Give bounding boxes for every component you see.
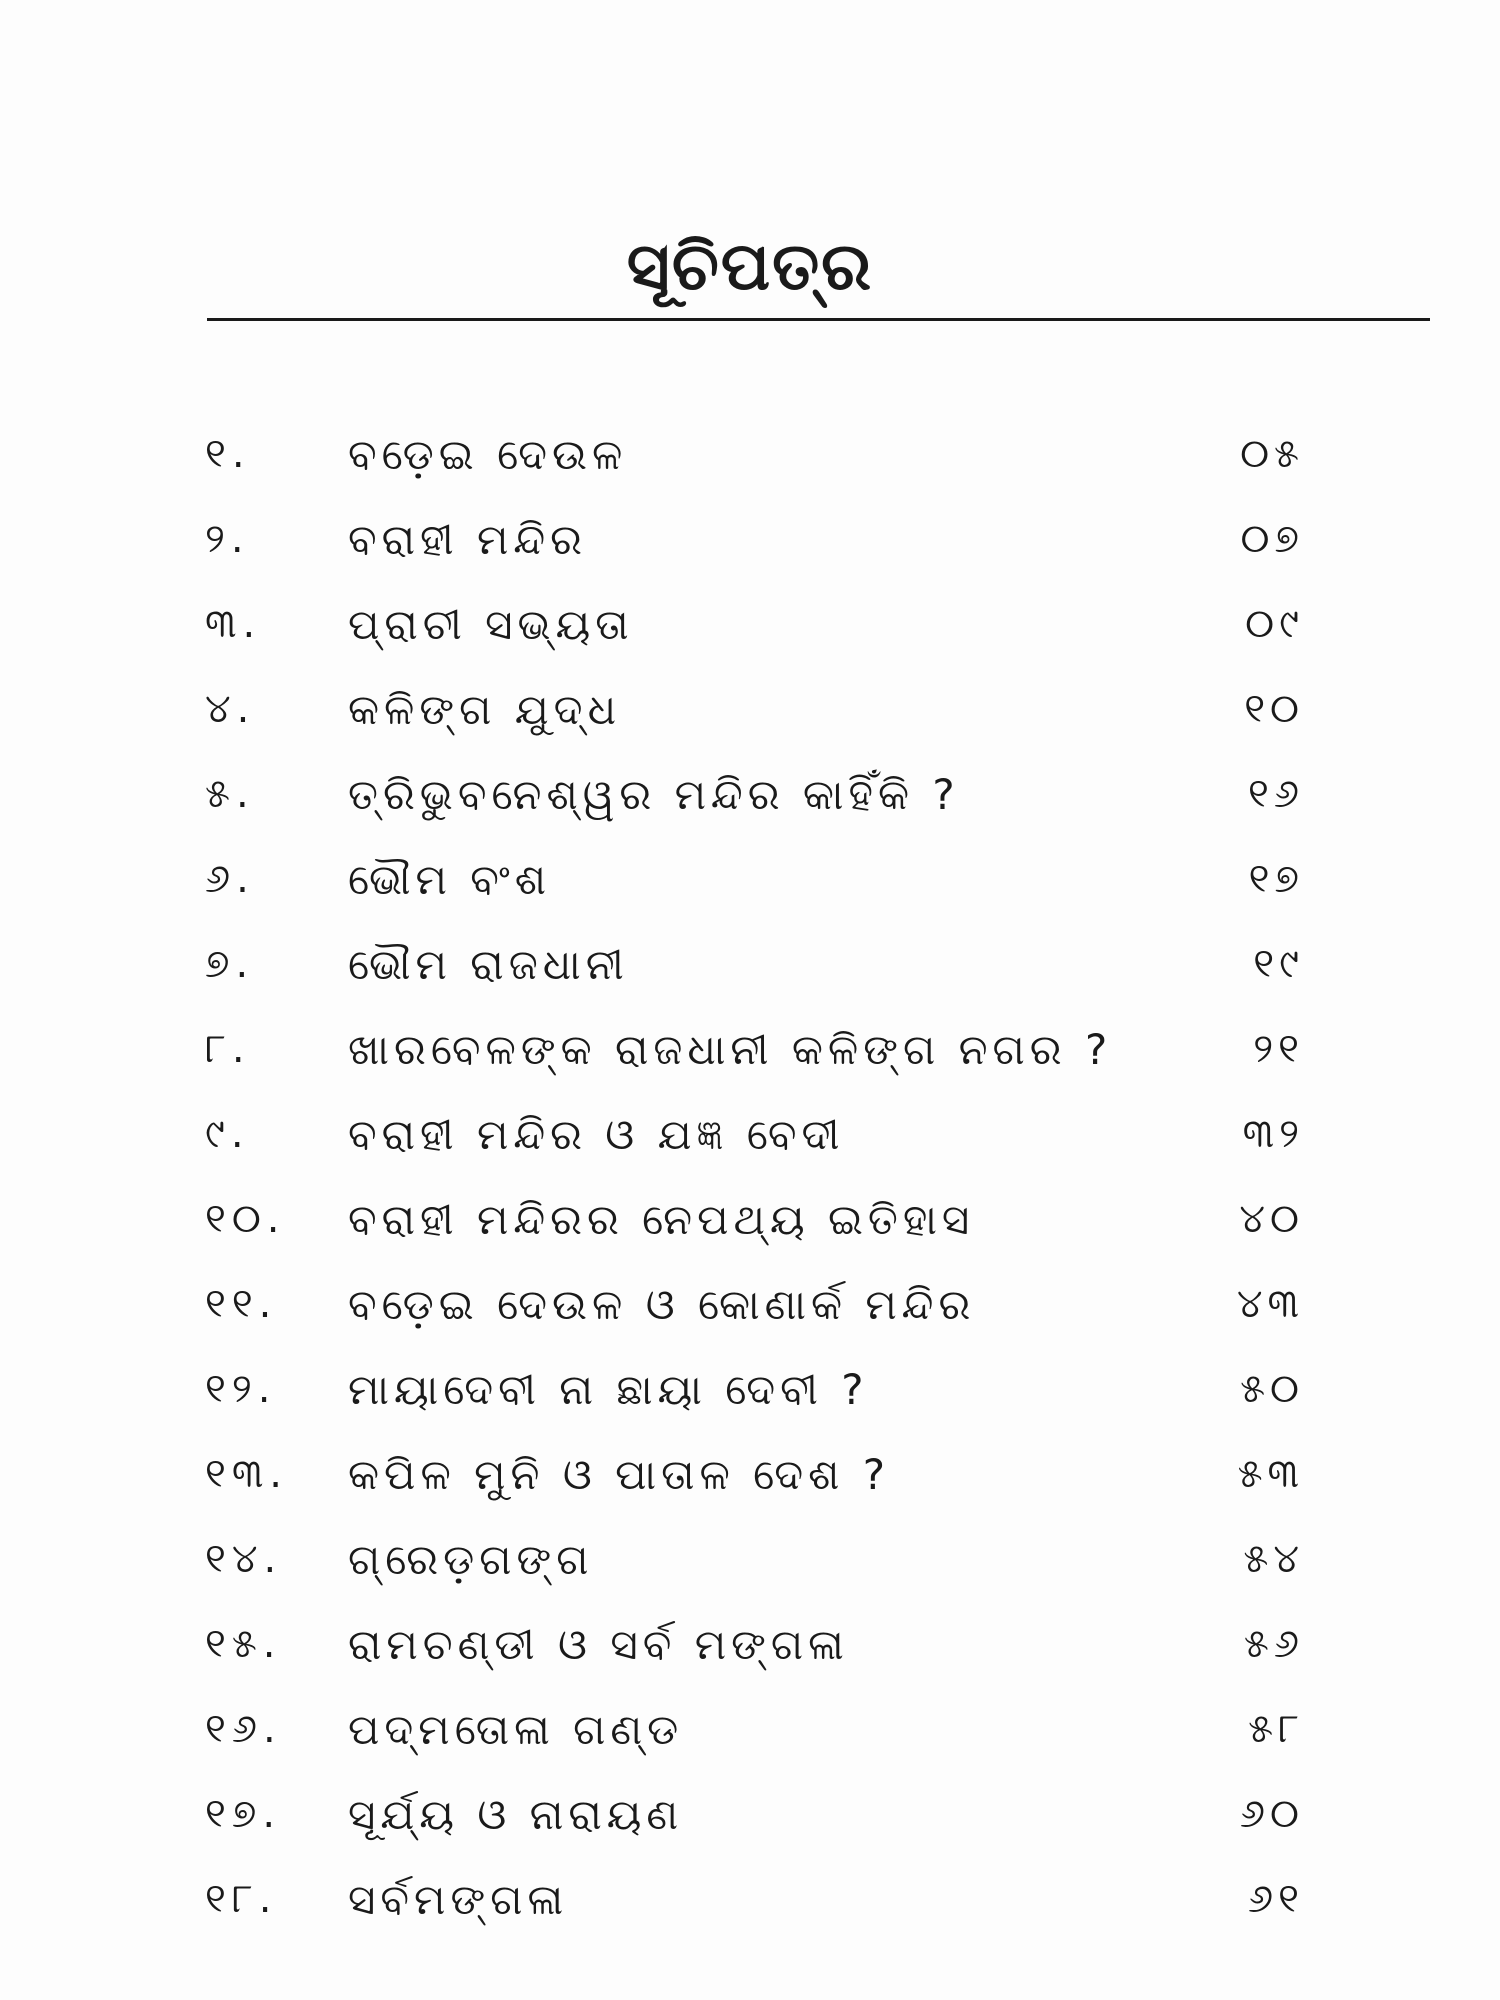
toc-entry-title: ବଡ଼େଇ ଦେଉଳ — [348, 430, 628, 479]
toc-entry-page: ୦୭ — [1240, 516, 1304, 562]
toc-entry-page: ୫୪ — [1243, 1536, 1304, 1582]
toc-entry-title: ପ୍ରାଚୀ ସଭ୍ୟତା — [348, 600, 634, 649]
toc-entry-page: ୧୬ — [1248, 771, 1304, 817]
toc-entry-page: ୪୩ — [1236, 1281, 1304, 1327]
toc-entry-title: ବରାହୀ ମନ୍ଦିର ଓ ଯଜ୍ଞ ବେଦୀ — [348, 1110, 845, 1159]
toc-entry-number: ୨. — [205, 516, 250, 562]
toc-entry — [0, 1517, 1500, 1602]
toc-entry — [0, 1857, 1500, 1942]
toc-entry-number: ୧୮. — [205, 1876, 278, 1922]
toc-entry — [0, 922, 1500, 1007]
toc-entry — [0, 667, 1500, 752]
toc-entry-number: ୧୪. — [205, 1536, 283, 1582]
toc-entry-page: ୬୦ — [1239, 1791, 1304, 1837]
toc-entry-number: ୬. — [205, 856, 255, 902]
toc-entry-number: ୧୭. — [205, 1791, 282, 1837]
toc-entry-page: ୪୦ — [1239, 1196, 1304, 1242]
toc-entry-number: ୧୫. — [205, 1621, 282, 1667]
toc-entry-title: ରାମଚଣ୍ଡୀ ଓ ସର୍ବ ମଙ୍ଗଳା — [348, 1620, 849, 1669]
toc-entry — [0, 1772, 1500, 1857]
toc-entry — [0, 582, 1500, 667]
toc-entry-title: ବଡ଼େଇ ଦେଉଳ ଓ କୋଣାର୍କ ମନ୍ଦିର — [348, 1280, 976, 1329]
toc-entry-title: ମାୟାଦେବୀ ନା ଛାୟା ଦେବୀ ? — [348, 1365, 869, 1414]
toc-entry-title: ତ୍ରିଭୁବନେଶ୍ୱର ମନ୍ଦିର କାହିଁକି ? — [348, 770, 960, 819]
toc-entry-number: ୧୦. — [205, 1196, 286, 1242]
toc-entry-title: ଗ୍ରେଡ଼ଗଙ୍ଗ — [348, 1535, 594, 1584]
toc-entry-title: ବରାହୀ ମନ୍ଦିରର ନେପଥ୍ୟ ଇତିହାସ — [348, 1195, 975, 1244]
toc-entry-number: ୮. — [205, 1026, 251, 1072]
toc-entry-number: ୯. — [205, 1111, 250, 1157]
toc-entry — [0, 497, 1500, 582]
toc-entry-page: ୬୧ — [1248, 1876, 1304, 1922]
toc-entry-number: ୭. — [205, 941, 255, 987]
toc-entry-title: ବରାହୀ ମନ୍ଦିର — [348, 515, 587, 564]
toc-entry — [0, 412, 1500, 497]
toc-entry — [0, 1602, 1500, 1687]
toc-entry-page: ୦୫ — [1240, 431, 1304, 477]
toc-entry-page: ୧୯ — [1253, 941, 1304, 987]
toc-entry-number: ୧୧. — [205, 1281, 278, 1327]
toc-entry-number: ୪. — [205, 686, 256, 732]
toc-entry-page: ୧୦ — [1244, 686, 1304, 732]
toc-entry-title: କଳିଙ୍ଗ ଯୁଦ୍ଧ — [348, 685, 622, 734]
toc-entry-number: ୧୩. — [205, 1451, 288, 1497]
toc-entry-number: ୧୬. — [205, 1706, 282, 1752]
toc-entry-page: ୨୧ — [1253, 1026, 1304, 1072]
toc-entry — [0, 1092, 1500, 1177]
toc-entry-title: ସୂର୍ଯ୍ୟ ଓ ନାରାୟଣ — [348, 1790, 684, 1839]
toc-entry — [0, 1687, 1500, 1772]
toc-entry-page: ୫୮ — [1248, 1706, 1304, 1752]
toc-entry-title: ଭୌମ ବଂଶ — [348, 855, 551, 904]
toc-entry-number: ୩. — [205, 601, 262, 647]
toc-entry-title: କପିଳ ମୁନି ଓ ପାତାଳ ଦେଶ ? — [348, 1450, 891, 1499]
toc-entry-page: ୫୬ — [1243, 1621, 1304, 1667]
toc-entry-page: ୫୩ — [1237, 1451, 1304, 1497]
title-rule — [207, 318, 1430, 321]
toc-entry-page: ୧୭ — [1248, 856, 1304, 902]
toc-entry-number: ୧୨. — [205, 1366, 277, 1412]
toc-entry-title: ପଦ୍ମତୋଳା ଗଣ୍ଡ — [348, 1705, 684, 1754]
toc-entry — [0, 752, 1500, 837]
toc-entry — [0, 1347, 1500, 1432]
toc-entry-number: ୫. — [205, 771, 255, 817]
toc-entry-title: ଖାରବେଳଙ୍କ ରାଜଧାନୀ କଳିଙ୍ଗ ନଗର ? — [348, 1025, 1113, 1074]
page-title: ସୂଚିପତ୍ର — [626, 228, 874, 305]
toc-entry-number: ୧. — [205, 431, 251, 477]
toc-entry-page: ୩୨ — [1242, 1111, 1304, 1157]
toc-entry — [0, 1007, 1500, 1092]
toc-entry-page: ୦୯ — [1245, 601, 1304, 647]
toc-entry — [0, 1432, 1500, 1517]
table-of-contents — [0, 412, 1500, 1942]
toc-entry — [0, 837, 1500, 922]
toc-entry — [0, 1262, 1500, 1347]
toc-entry — [0, 1177, 1500, 1262]
toc-entry-title: ଭୌମ ରାଜଧାନୀ — [348, 940, 629, 989]
toc-entry-page: ୫୦ — [1240, 1366, 1304, 1412]
toc-entry-title: ସର୍ବମଙ୍ଗଳା — [348, 1875, 569, 1924]
